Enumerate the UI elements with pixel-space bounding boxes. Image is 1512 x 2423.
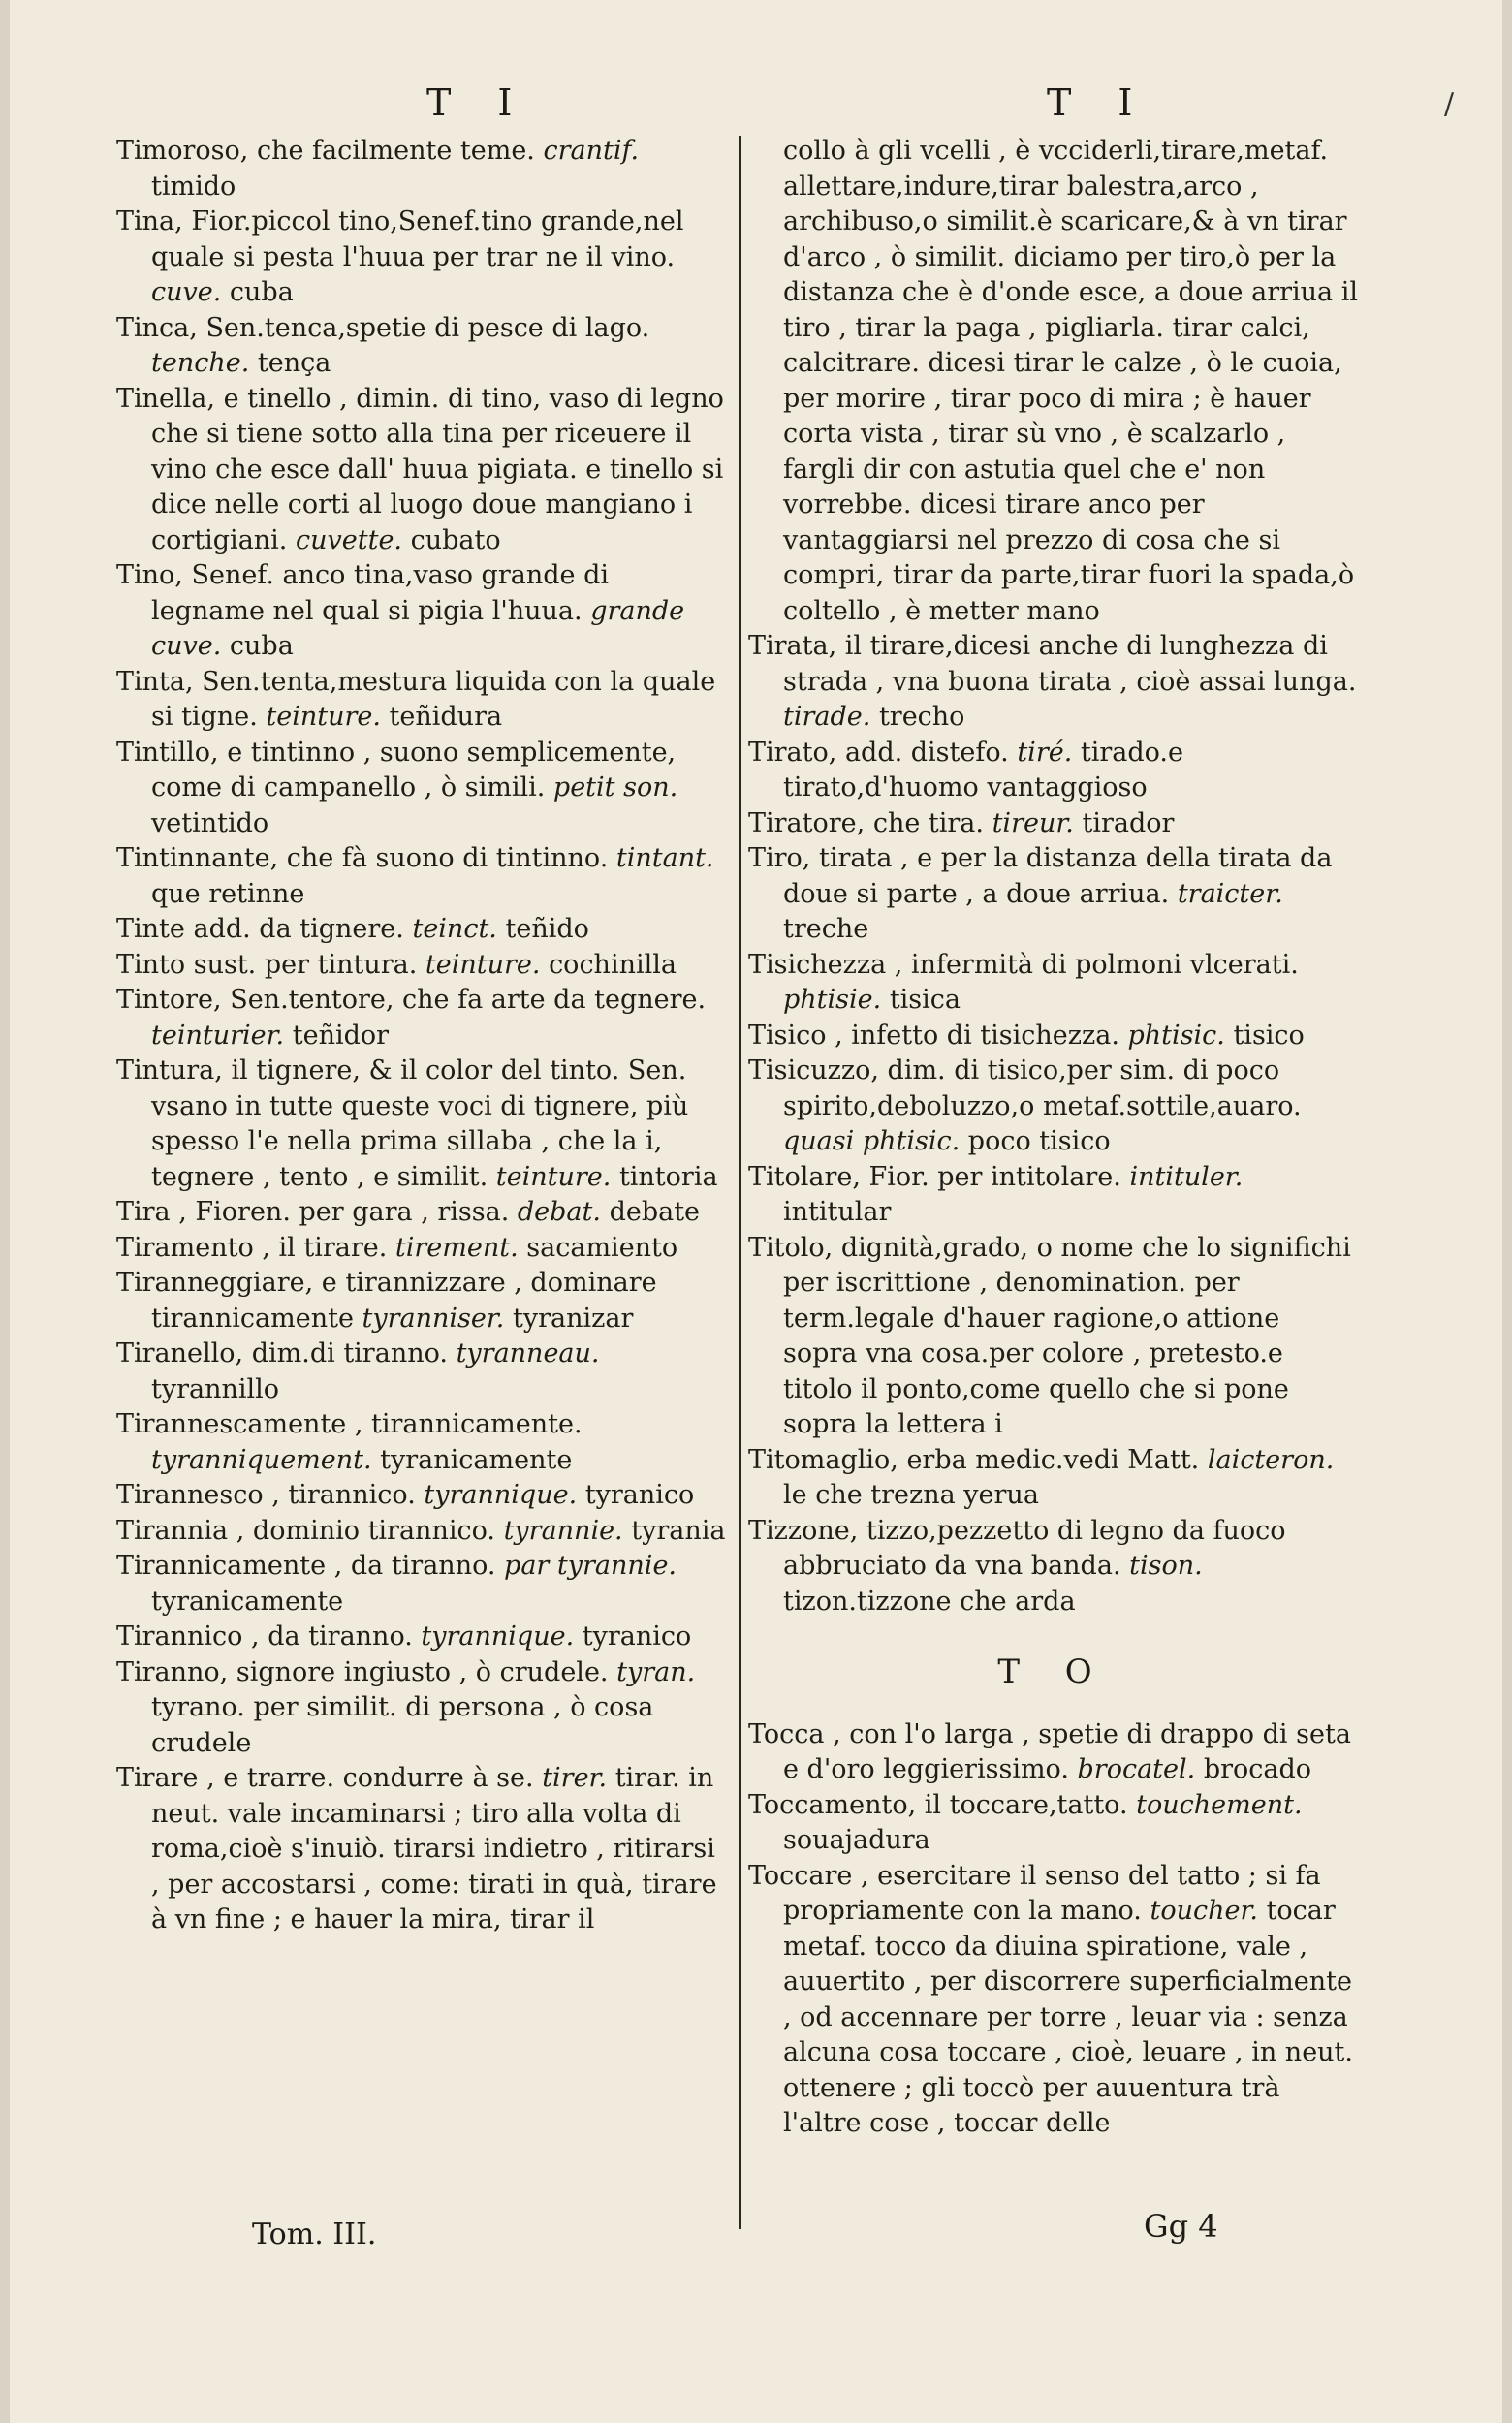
french-equivalent: par tyrannie. [504, 1551, 677, 1581]
dictionary-entry [748, 948, 1359, 1019]
french-equivalent: tireur. [992, 807, 1074, 838]
dictionary-entry [116, 1655, 727, 1762]
spanish-equivalent: debate [609, 1197, 701, 1227]
french-equivalent: teinture. [266, 702, 381, 732]
spanish-equivalent: tyrannillo [151, 1373, 280, 1404]
headword: Tino, [116, 560, 183, 590]
headword: Tirannico [116, 1621, 243, 1652]
french-equivalent: tirade. [783, 702, 871, 732]
definition: , dominio tirannico. [236, 1515, 495, 1546]
dictionary-entry [116, 558, 727, 665]
continued-entry: collo à gli vcelli , è vcciderli,tirare,metaf. allettare,indure,tirar balestra,arco , archibuso,o similit.è scaricare,& à vn tirar d'arco , ò similit. diciamo per tiro,ò per la distanza che è d'onde esce, a doue arriua il tiro , tirar la paga , pigliarla. tirar calci, calcitrare. dicesi tirar le calze , ò le cuoia, per morire , tirar poco di mira ; è hauer corta vista , tirar sù vno , è scalzarlo , fargli dir con astutia quel che e' non vorrebbe. dicesi tirare anco per vantaggiarsi nel prezzo di cosa che si compri, tirar da parte,tirar fuori la spada,ò coltello , è metter mano [783, 136, 1358, 626]
definition: dignità,grado, o nome che lo significhi per iscrittione , denomination. per term.legale d'hauer ragione,o attione sopra vna cosa.per colore , pretesto.e titolo il ponto,come quello che si pone sopra la lettera i [783, 1232, 1351, 1439]
french-equivalent: quasi phtisic. [783, 1126, 961, 1156]
headword: Titomaglio, [748, 1444, 898, 1475]
headword: Toccamento, [748, 1789, 917, 1820]
definition: e tirannizzare , dominare tirannicamente [151, 1268, 657, 1334]
headword: Tinca, [116, 312, 198, 343]
spanish-equivalent: tisico [1233, 1020, 1305, 1051]
headword: Tina, [116, 206, 183, 236]
french-equivalent: intituler. [1129, 1161, 1244, 1192]
spanish-equivalent: vetintido [151, 807, 269, 838]
headword: Tiranno, [116, 1656, 229, 1687]
definition: che fà suono di tintinno. [286, 843, 609, 873]
dictionary-entry [116, 1337, 727, 1407]
french-equivalent: tirement. [394, 1232, 519, 1263]
headword: Tinto [116, 949, 186, 980]
definition: , infermità di polmoni vlcerati. [894, 949, 1299, 980]
running-head-left: T I [426, 81, 530, 124]
french-equivalent: teinturier. [151, 1020, 285, 1051]
spanish-equivalent: tyrania [631, 1515, 726, 1546]
dictionary-entry [748, 1788, 1359, 1859]
french-equivalent: phtisie. [783, 985, 882, 1015]
spanish-equivalent: que retinne [151, 878, 305, 909]
dictionary-entry [748, 841, 1359, 948]
right-column [748, 134, 1359, 2142]
dictionary-entry [116, 134, 727, 205]
french-equivalent: tyranniquement. [151, 1444, 372, 1475]
spanish-equivalent: tocar metaf. tocco da diuina spiratione, vale , auuertito , per discorrere superficialmente , od accennare per torre , leuar via : senza alcuna cosa toccare , cioè, leuare , in neut. ottenere ; gli toccò per auuentura trà l'altre cose , toccar delle [783, 1896, 1353, 2138]
dictionary-entry [116, 736, 727, 842]
headword: Tiratore, [748, 807, 866, 838]
definition: sust. per tintura. [193, 949, 418, 980]
dictionary-entry [748, 1514, 1359, 1621]
dictionary-entry [748, 1859, 1359, 2142]
spanish-equivalent: treche [783, 914, 869, 944]
french-equivalent: tyranneau. [456, 1338, 600, 1369]
headword: Tintura, [116, 1055, 223, 1086]
dictionary-entry [116, 665, 727, 736]
headword: Tisichezza [748, 949, 887, 980]
spanish-equivalent: cuba [229, 277, 294, 307]
spanish-equivalent: tirado.e tirato,d'huomo vantaggioso [783, 737, 1183, 802]
french-equivalent: tirer. [542, 1763, 608, 1793]
french-equivalent: tyrannique. [421, 1621, 575, 1652]
dictionary-entry [116, 1761, 727, 1938]
headword: Toccare [748, 1860, 853, 1891]
dictionary-entry [748, 1443, 1359, 1514]
definition: add. distefo. [844, 737, 1009, 768]
spanish-equivalent: brocado [1203, 1754, 1312, 1784]
dictionary-entry [116, 1514, 727, 1550]
headword: Tinte [116, 914, 185, 944]
spanish-equivalent: tyrano. per similit. di persona , ò cosa crudele [151, 1692, 654, 1758]
definition: che tira. [872, 807, 984, 838]
running-head-right: T I [1047, 81, 1150, 124]
headword: Tirata, [748, 631, 837, 661]
spanish-equivalent: tyranico [582, 1621, 692, 1652]
french-equivalent: tison. [1129, 1551, 1203, 1581]
spanish-equivalent: teñidura [389, 702, 503, 732]
headword: Tiranneggiare, [116, 1268, 314, 1298]
headword: Tirannicamente [116, 1551, 327, 1581]
french-equivalent: touchement. [1136, 1789, 1303, 1820]
definition: , il tirare. [262, 1232, 388, 1263]
definition: , tirannico. [271, 1480, 416, 1510]
headword: Titolare, [748, 1161, 861, 1192]
dictionary-entry [116, 912, 727, 948]
headword: Tinta, [116, 666, 194, 697]
definition: e tinello , dimin. di tino, vaso di legno che si tiene sotto alla tina per riceuere il vino che esce dall' huua pigiata. e tinello si dice nelle corti al luogo doue mangiano i cortigiani. [151, 383, 724, 555]
definition: , da tiranno. [251, 1621, 413, 1652]
dictionary-entry [116, 1054, 727, 1195]
french-equivalent: tyrannie. [503, 1515, 623, 1546]
headword: Tisicuzzo, [748, 1055, 879, 1086]
headword: Tintillo, [116, 737, 219, 768]
french-equivalent: tintant. [615, 843, 714, 873]
definition: Fior. per intitolare. [868, 1161, 1121, 1192]
french-equivalent: petit son. [552, 772, 678, 802]
french-equivalent: crantif. [543, 136, 640, 166]
dictionary-entry [748, 806, 1359, 842]
definition: dim.di tiranno. [251, 1338, 448, 1369]
spanish-equivalent: tirador [1082, 807, 1175, 838]
french-equivalent: tyran. [616, 1656, 696, 1687]
headword: Tirannesco [116, 1480, 264, 1510]
dictionary-entry [116, 1266, 727, 1337]
headword: Tizzone, [748, 1515, 859, 1546]
headword: Timoroso, [116, 136, 249, 166]
spanish-equivalent: tisica [889, 985, 961, 1015]
spanish-equivalent: souajadura [783, 1825, 930, 1855]
headword: Tirannia [116, 1515, 229, 1546]
dictionary-entry [748, 629, 1359, 736]
spanish-equivalent: teñido [505, 914, 589, 944]
volume-signature: Tom. III. [252, 2218, 377, 2251]
french-equivalent: phtisic. [1127, 1020, 1225, 1051]
dictionary-entry [116, 205, 727, 311]
definition: il tirare,dicesi anche di lunghezza di strada , vna buona tirata , cioè assai lunga. [783, 631, 1357, 697]
french-equivalent: cuve. [151, 277, 222, 307]
french-equivalent: cuvette. [296, 524, 403, 555]
spanish-equivalent: tirar. in neut. vale incaminarsi ; tiro alla volta di roma,cioè s'inuiò. tirarsi indietro , ritirarsi , per accostarsi , come: tirati in quà, tirare à vn fine ; e hauer la mira, tirar il [151, 1763, 717, 1935]
definition: , infetto di tisichezza. [835, 1020, 1119, 1051]
definition: Sen.tenta,mestura liquida con la quale si tigne. [151, 666, 716, 732]
definition: Fior.piccol tino,Senef.tino grande,nel quale si pesta l'huua per trar ne il vino. [151, 206, 684, 272]
french-equivalent: grande cuve. [151, 595, 685, 661]
dictionary-entry [116, 1231, 727, 1267]
spanish-equivalent: tyranico [584, 1480, 695, 1510]
dictionary-entry [116, 382, 727, 559]
definition: il tignere, & il color del tinto. Sen. vsano in tutte queste voci di tignere, più spesso l'e nella prima sillaba , che la i, tegnere , tento , e similit. [151, 1055, 689, 1192]
dictionary-entry [748, 1717, 1359, 1788]
gathering-signature: Gg 4 [1144, 2208, 1218, 2245]
spanish-equivalent: tença [257, 348, 331, 378]
french-equivalent: tenche. [151, 348, 250, 378]
book-page [10, 0, 1502, 2423]
definition: signore ingiusto , ò crudele. [236, 1656, 609, 1687]
dictionary-entry [116, 841, 727, 912]
french-equivalent: debat. [517, 1197, 601, 1227]
dictionary-entry [748, 1160, 1359, 1231]
french-equivalent: teinture. [425, 949, 541, 980]
headword: Tiro, [748, 843, 811, 873]
french-equivalent: tyranniser. [362, 1303, 505, 1334]
definition: il toccare,tatto. [924, 1789, 1128, 1820]
headword: Tiramento [116, 1232, 254, 1263]
french-equivalent: teinct. [412, 914, 497, 944]
french-equivalent: tyrannique. [424, 1480, 578, 1510]
right-entries [748, 629, 1359, 1620]
headword: Tirannescamente [116, 1409, 347, 1439]
dictionary-entry [116, 1407, 727, 1478]
headword: Tiranello, [116, 1338, 244, 1369]
french-equivalent: toucher. [1150, 1896, 1258, 1926]
definition: dim. di tisico,per sim. di poco spirito,deboluzzo,o metaf.sottile,auaro. [783, 1055, 1302, 1121]
dictionary-entry [116, 1620, 727, 1655]
dictionary-entry [116, 1195, 727, 1231]
definition: , Fioren. per gara , rissa. [178, 1197, 510, 1227]
french-equivalent: traicter. [1177, 878, 1283, 909]
french-equivalent: laicteron. [1207, 1444, 1335, 1475]
definition: , da tiranno. [333, 1551, 496, 1581]
headword: Tocca [748, 1718, 825, 1749]
spanish-equivalent: poco tisico [967, 1126, 1111, 1156]
spanish-equivalent: trecho [878, 702, 965, 732]
spanish-equivalent: tyranicamente [380, 1444, 573, 1475]
definition: tizzo,pezzetto di legno da fuoco abbruciato da vna banda. [783, 1515, 1286, 1581]
headword: Tinella, [116, 383, 215, 414]
dictionary-entry [116, 1478, 727, 1514]
spanish-equivalent: tyranicamente [151, 1586, 344, 1617]
headword: Tintore, [116, 985, 222, 1015]
spanish-equivalent: le che trezna yerua [783, 1480, 1039, 1510]
definition: e tintinno , suono semplicemente, come di campanello , ò simili. [151, 737, 677, 802]
spanish-equivalent: intitular [783, 1197, 892, 1227]
spanish-equivalent: tintoria [618, 1161, 718, 1192]
headword: Tisico [748, 1020, 827, 1051]
dictionary-entry [748, 1019, 1359, 1054]
definition: add. da tignere. [193, 914, 404, 944]
column-divider [739, 136, 741, 2229]
spanish-equivalent: sacamiento [526, 1232, 678, 1263]
definition: Sen.tentore, che fa arte da tegnere. [230, 985, 707, 1015]
definition: Senef. anco tina,vaso grande di legname nel qual si pigia l'huua. [151, 560, 609, 626]
spanish-equivalent: cubato [410, 524, 501, 555]
dictionary-entry [748, 1231, 1359, 1443]
dictionary-entry [748, 736, 1359, 806]
headword: Tirare [116, 1763, 199, 1793]
definition: tirata , e per la distanza della tirata da doue si parte , a doue arriua. [783, 843, 1333, 909]
headword: Tira [116, 1197, 171, 1227]
french-equivalent: tiré. [1017, 737, 1073, 768]
spanish-equivalent: tyranizar [513, 1303, 634, 1334]
margin-mark: / [1444, 87, 1455, 121]
spanish-equivalent: teñidor [292, 1020, 390, 1051]
headword: Tirato, [748, 737, 837, 768]
section-heading: T O [997, 1652, 1110, 1691]
dictionary-entry [116, 1549, 727, 1620]
spanish-equivalent: cuba [229, 631, 294, 661]
french-equivalent: brocatel. [1077, 1754, 1196, 1784]
dictionary-entry [116, 983, 727, 1054]
definition: , esercitare il senso del tatto ; si fa propriamente con la mano. [783, 1860, 1321, 1926]
spanish-equivalent: cochinilla [549, 949, 677, 980]
definition: , e trarre. condurre à se. [206, 1763, 534, 1793]
definition: Sen.tenca,spetie di pesce di lago. [205, 312, 650, 343]
dictionary-entry [116, 948, 727, 984]
definition: che facilmente teme. [256, 136, 535, 166]
definition: , con l'o larga , spetie di drappo di seta e d'oro leggierissimo. [783, 1718, 1351, 1784]
headword: Tintinnante, [116, 843, 279, 873]
right-entries-to [748, 1717, 1359, 2142]
french-equivalent: teinture. [495, 1161, 612, 1192]
spanish-equivalent: tizon.tizzone che arda [783, 1586, 1076, 1617]
dictionary-entry [116, 311, 727, 382]
dictionary-entry [748, 1054, 1359, 1160]
headword: Titolo, [748, 1232, 834, 1263]
definition: , tirannicamente. [354, 1409, 583, 1439]
definition: erba medic.vedi Matt. [906, 1444, 1200, 1475]
left-column [116, 134, 727, 1938]
spanish-equivalent: timido [151, 171, 236, 202]
